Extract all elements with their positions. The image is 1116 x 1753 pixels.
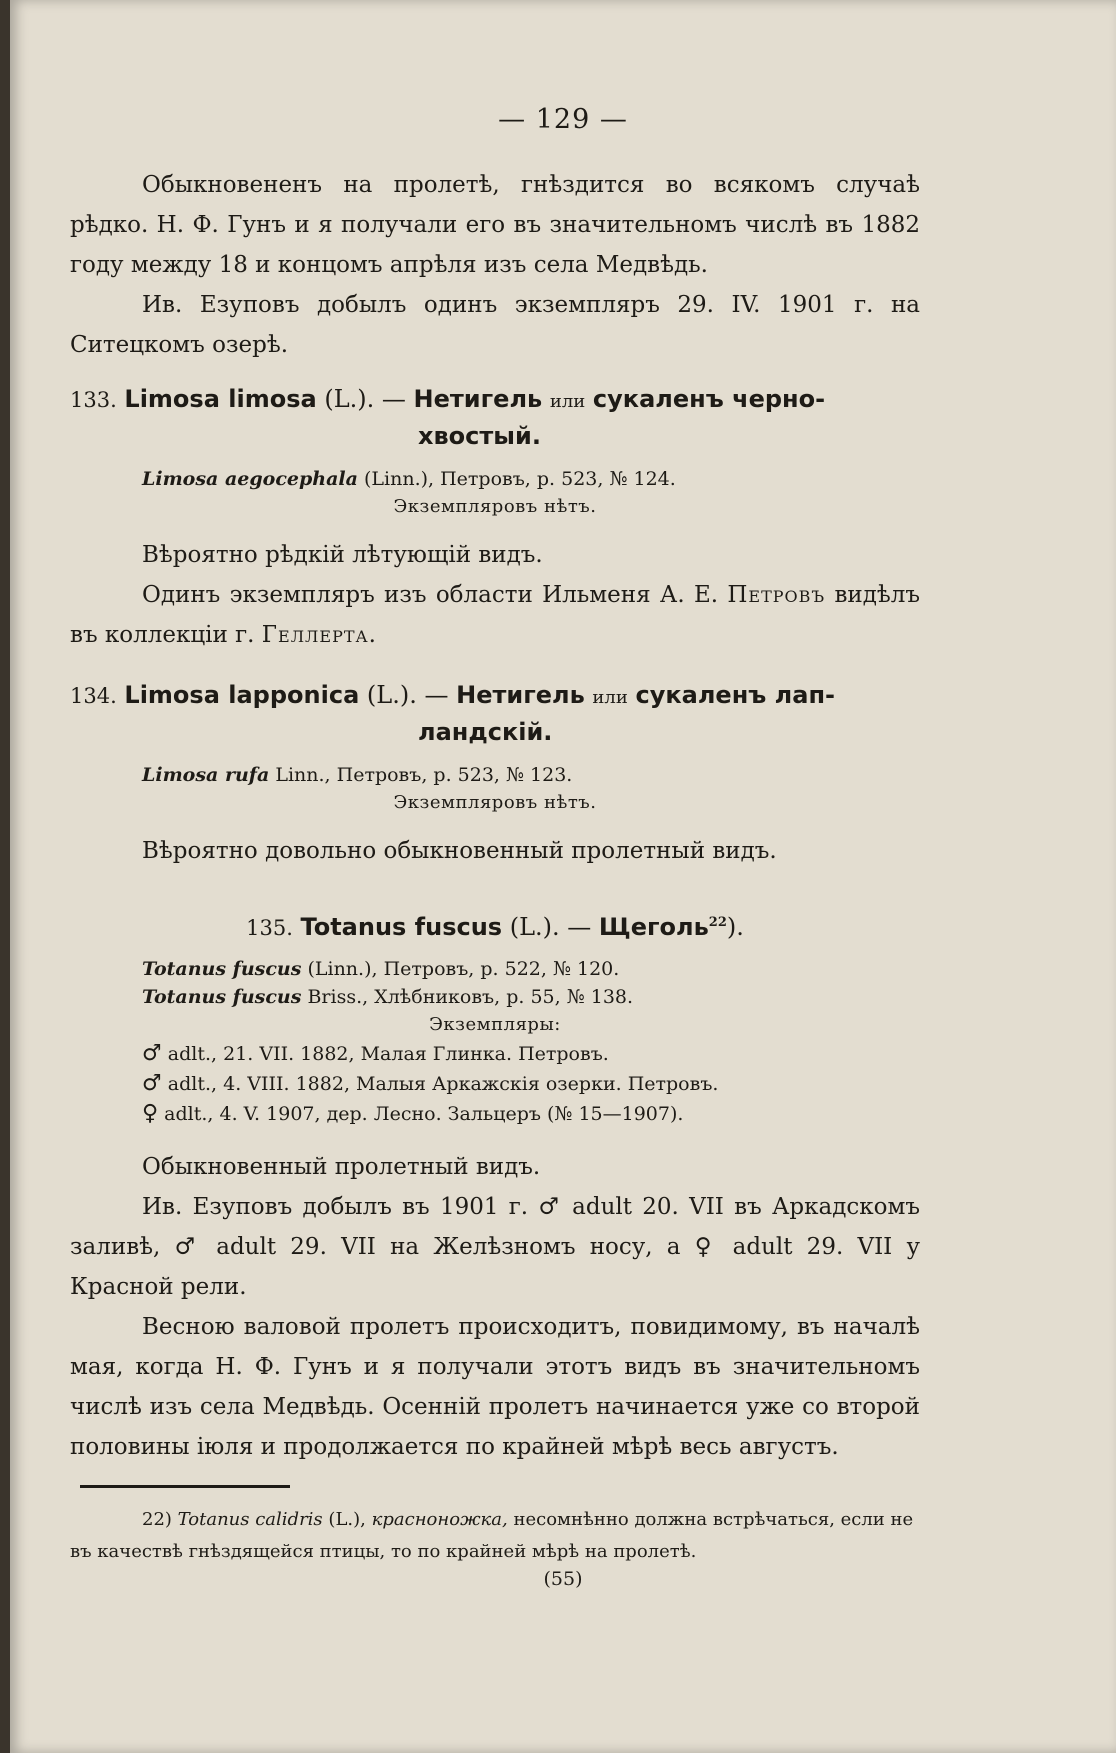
species-number: 134. [70, 684, 117, 708]
male-symbol-icon: ♂ [142, 1071, 162, 1096]
specimens-label: Экземпляры: [429, 1014, 561, 1035]
species-135-paragraph-2: Ив. Езуповъ добылъ въ 1901 г. ♂ adult 20. VII въ Аркадскомъ заливѣ, ♂ adult 29. VII на Желѣзномъ носу, а ♀ adult 29. VII у Красной рели. [70, 1194, 920, 1300]
synonym-line [70, 465, 920, 493]
synonym-latin: Limosa aegocephala [142, 468, 358, 490]
species-134-paragraph-1: Вѣроятно довольно обыкновенный пролетный видъ. [142, 838, 777, 864]
latin-name: Limosa lapponica [124, 681, 360, 709]
conjunction: или [592, 687, 628, 708]
russian-name-alt: сукаленъ черно- [592, 385, 826, 413]
species-135-paragraph-1: Обыкновенный пролетный видъ. [142, 1154, 541, 1180]
author: (L.). — [509, 913, 592, 941]
footnote-latin: Totanus calidris [177, 1509, 323, 1530]
synonym-ref: Briss., Хлѣбниковъ, p. 55, № 138. [307, 986, 634, 1008]
synonym-line-2 [70, 983, 920, 1011]
russian-name-cont: ландскій. [418, 718, 553, 746]
book-page [10, 0, 1116, 1753]
synonym-latin: Totanus fuscus [142, 958, 302, 980]
footnote-ref[interactable]: 22 [708, 915, 727, 930]
species-135-paragraph-3: Весною валовой пролетъ происходитъ, повидимому, въ началѣ мая, когда Н. Ф. Гунъ и я получали этотъ видъ въ значительномъ числѣ изъ села Медвѣдь. Осенній пролетъ начинается уже со второй половины іюля и продолжается по крайней мѣрѣ весь августъ. [70, 1314, 920, 1460]
russian-name: Щеголь [598, 913, 709, 941]
synonym-latin: Limosa rufa [142, 764, 270, 786]
latin-name: Totanus fuscus [300, 913, 503, 941]
text-part: видѣлъ въ коллекціи г. [70, 582, 921, 648]
footnote-text: несомнѣнно должна встрѣчаться, если не въ качествѣ гнѣздящейся птицы, то по крайней мѣрѣ на пролетѣ. [70, 1509, 914, 1562]
female-symbol-icon: ♀ [142, 1101, 159, 1126]
species-135-heading [70, 906, 920, 945]
male-symbol-icon: ♂ [142, 1041, 162, 1066]
species-134-heading [70, 678, 920, 749]
intro-paragraph-2: Ив. Езуповъ добылъ одинъ экземпляръ 29. IV. 1901 г. на Ситецкомъ озерѣ. [70, 292, 920, 358]
species-135 [70, 906, 920, 1467]
footnote-number: 22) [142, 1509, 172, 1530]
synonym-ref: (Linn.), Петровъ, p. 523, № 124. [363, 468, 676, 490]
species-134 [70, 678, 920, 871]
footnote-rule [80, 1485, 290, 1488]
heading-close: ). [726, 913, 744, 941]
text-part: Одинъ экземпляръ изъ области Ильменя А. Е. [142, 582, 719, 608]
species-133-heading [70, 382, 920, 453]
russian-name-cont: хвостый. [418, 422, 541, 450]
specimen-text: adlt., 21. VII. 1882, Малая Глинка. Петровъ. [167, 1043, 609, 1065]
signature-mark: (55) [543, 1568, 583, 1590]
species-133-paragraph-2 [70, 575, 920, 655]
species-number: 135. [246, 916, 293, 940]
specimen-2 [70, 1069, 920, 1099]
species-133 [70, 382, 920, 655]
footnote-author: (L.), [328, 1509, 366, 1530]
synonym-line [70, 761, 920, 789]
author: (L.). — [324, 385, 406, 413]
species-133-paragraph-1: Вѣроятно рѣдкій лѣтующій видъ. [142, 542, 543, 568]
synonym-latin: Totanus fuscus [142, 986, 302, 1008]
author: (L.). — [366, 681, 449, 709]
synonym-ref: (Linn.), Петровъ, p. 522, № 120. [307, 958, 620, 980]
synonym-ref: Linn., Петровъ, p. 523, № 123. [275, 764, 573, 786]
specimen-3 [70, 1099, 920, 1129]
russian-name: Нетигель [413, 385, 543, 413]
no-specimens: Экземпляровъ нѣтъ. [393, 496, 597, 517]
footnote-russian: красноножка, [371, 1509, 508, 1530]
no-specimens: Экземпляровъ нѣтъ. [393, 792, 597, 813]
specimen-text: adlt., 4. VIII. 1882, Малыя Аркажскія озерки. Петровъ. [167, 1073, 719, 1095]
latin-name: Limosa limosa [124, 385, 317, 413]
page-number-header: — 129 — [498, 104, 628, 135]
specimen-1 [70, 1039, 920, 1069]
conjunction: или [549, 391, 586, 412]
intro-paragraph-1: Обыкновененъ на пролетѣ, гнѣздится во всякомъ случаѣ рѣдко. Н. Ф. Гунъ и я получали его въ значительномъ числѣ въ 1882 году между 18 и концомъ апрѣля изъ села Медвѣдь. [70, 172, 920, 278]
species-number: 133. [70, 388, 117, 412]
synonym-line-1 [70, 955, 920, 983]
intro-section [70, 165, 920, 365]
author-name: Петровъ [727, 582, 826, 608]
footnote [70, 1504, 920, 1568]
specimen-text: adlt., 4. V. 1907, дер. Лесно. Зальцеръ (№ 15—1907). [164, 1103, 684, 1125]
collector-name: Геллерта. [261, 622, 377, 648]
russian-name: Нетигель [456, 681, 585, 709]
russian-name-alt: сукаленъ лап- [635, 681, 835, 709]
